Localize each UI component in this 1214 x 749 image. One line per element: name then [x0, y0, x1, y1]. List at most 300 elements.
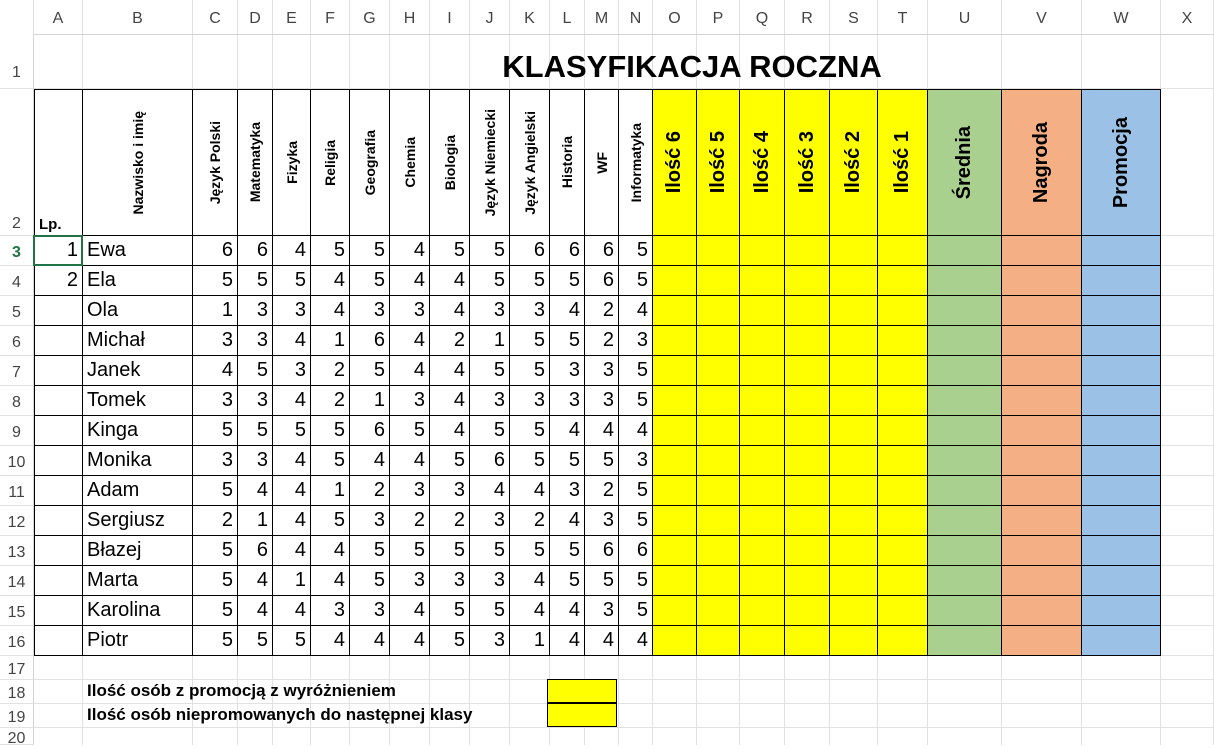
count-cell[interactable] [785, 296, 830, 326]
grade-cell[interactable]: 4 [510, 596, 550, 626]
grade-cell[interactable]: 1 [510, 626, 550, 656]
grade-cell[interactable]: 5 [390, 536, 430, 566]
count-cell[interactable] [830, 356, 878, 386]
grade-cell[interactable]: 3 [238, 296, 273, 326]
grade-cell[interactable]: 6 [350, 416, 390, 446]
count-cell[interactable] [785, 356, 830, 386]
average-cell[interactable] [928, 566, 1002, 596]
average-cell[interactable] [928, 446, 1002, 476]
grade-cell[interactable]: 5 [238, 356, 273, 386]
grade-cell[interactable]: 5 [350, 236, 390, 266]
award-cell[interactable] [1002, 296, 1082, 326]
grade-cell[interactable]: 5 [550, 326, 585, 356]
row-header-3[interactable]: 3 [0, 236, 34, 266]
count-cell[interactable] [697, 416, 740, 446]
grade-cell[interactable]: 4 [390, 596, 430, 626]
average-cell[interactable] [928, 476, 1002, 506]
count-cell[interactable] [740, 596, 785, 626]
count-cell[interactable] [653, 416, 697, 446]
count-cell[interactable] [697, 356, 740, 386]
row-header-11[interactable]: 11 [0, 476, 34, 506]
count-cell[interactable] [697, 386, 740, 416]
row-header-1[interactable]: 1 [0, 34, 34, 89]
grade-cell[interactable]: 2 [430, 506, 470, 536]
count-cell[interactable] [740, 476, 785, 506]
grade-cell[interactable]: 5 [510, 326, 550, 356]
grade-cell[interactable]: 3 [470, 296, 510, 326]
grade-cell[interactable]: 3 [550, 356, 585, 386]
student-name-cell[interactable]: Karolina [83, 596, 193, 626]
column-header-k[interactable]: K [510, 0, 550, 34]
grade-cell[interactable]: 4 [273, 476, 311, 506]
grade-cell[interactable]: 4 [550, 596, 585, 626]
promotion-cell[interactable] [1082, 596, 1161, 626]
grade-cell[interactable]: 5 [193, 596, 238, 626]
grade-cell[interactable]: 4 [430, 356, 470, 386]
grade-cell[interactable]: 4 [311, 296, 350, 326]
column-header-f[interactable]: F [311, 0, 350, 34]
grade-cell[interactable]: 5 [238, 266, 273, 296]
grade-cell[interactable]: 4 [619, 296, 653, 326]
grade-cell[interactable]: 1 [193, 296, 238, 326]
count-cell[interactable] [830, 596, 878, 626]
grade-cell[interactable]: 3 [510, 296, 550, 326]
count-cell[interactable] [653, 566, 697, 596]
promotion-cell[interactable] [1082, 476, 1161, 506]
grade-cell[interactable]: 3 [193, 326, 238, 356]
award-cell[interactable] [1002, 626, 1082, 656]
grade-cell[interactable]: 5 [550, 566, 585, 596]
grade-cell[interactable]: 5 [430, 626, 470, 656]
grade-cell[interactable]: 4 [585, 626, 619, 656]
count-cell[interactable] [878, 416, 928, 446]
student-name-cell[interactable]: Ola [83, 296, 193, 326]
average-cell[interactable] [928, 626, 1002, 656]
grade-cell[interactable]: 5 [510, 266, 550, 296]
grade-cell[interactable]: 4 [390, 446, 430, 476]
grade-cell[interactable]: 3 [390, 386, 430, 416]
count-cell[interactable] [878, 566, 928, 596]
row-header-9[interactable]: 9 [0, 416, 34, 446]
lp-cell[interactable] [34, 596, 83, 626]
column-header-q[interactable]: Q [740, 0, 785, 34]
row-header-16[interactable]: 16 [0, 626, 34, 656]
count-cell[interactable] [878, 536, 928, 566]
column-header-n[interactable]: N [619, 0, 653, 34]
count-cell[interactable] [697, 446, 740, 476]
average-cell[interactable] [928, 386, 1002, 416]
grade-cell[interactable]: 5 [311, 416, 350, 446]
row-header-7[interactable]: 7 [0, 356, 34, 386]
count-cell[interactable] [697, 326, 740, 356]
count-cell[interactable] [878, 596, 928, 626]
lp-cell[interactable]: 2 [34, 266, 83, 296]
student-name-cell[interactable]: Ela [83, 266, 193, 296]
count-cell[interactable] [785, 536, 830, 566]
grade-cell[interactable]: 5 [619, 506, 653, 536]
row-header-5[interactable]: 5 [0, 296, 34, 326]
column-header-j[interactable]: J [470, 0, 510, 34]
average-cell[interactable] [928, 536, 1002, 566]
grade-cell[interactable]: 5 [510, 356, 550, 386]
grade-cell[interactable]: 4 [311, 536, 350, 566]
grade-cell[interactable]: 2 [585, 296, 619, 326]
student-name-cell[interactable]: Tomek [83, 386, 193, 416]
grade-cell[interactable]: 6 [510, 236, 550, 266]
grade-cell[interactable]: 3 [585, 356, 619, 386]
count-cell[interactable] [878, 296, 928, 326]
row-header-4[interactable]: 4 [0, 266, 34, 296]
student-name-cell[interactable]: Ewa [83, 236, 193, 266]
average-cell[interactable] [928, 296, 1002, 326]
count-cell[interactable] [697, 596, 740, 626]
grade-cell[interactable]: 5 [430, 236, 470, 266]
award-cell[interactable] [1002, 236, 1082, 266]
count-cell[interactable] [785, 236, 830, 266]
grade-cell[interactable]: 5 [550, 266, 585, 296]
average-cell[interactable] [928, 236, 1002, 266]
lp-cell[interactable] [34, 626, 83, 656]
promotion-cell[interactable] [1082, 536, 1161, 566]
row-header-20[interactable]: 20 [0, 728, 34, 745]
count-cell[interactable] [878, 326, 928, 356]
count-cell[interactable] [830, 536, 878, 566]
grade-cell[interactable]: 6 [550, 236, 585, 266]
column-header-u[interactable]: U [928, 0, 1002, 34]
count-cell[interactable] [785, 626, 830, 656]
grade-cell[interactable]: 4 [390, 266, 430, 296]
grade-cell[interactable]: 4 [430, 386, 470, 416]
average-cell[interactable] [928, 416, 1002, 446]
grade-cell[interactable]: 3 [238, 446, 273, 476]
column-header-h[interactable]: H [390, 0, 430, 34]
grade-cell[interactable]: 4 [430, 416, 470, 446]
student-name-cell[interactable]: Piotr [83, 626, 193, 656]
count-cell[interactable] [830, 416, 878, 446]
grade-cell[interactable]: 4 [350, 446, 390, 476]
award-cell[interactable] [1002, 356, 1082, 386]
grade-cell[interactable]: 6 [619, 536, 653, 566]
summary-cell-honors[interactable] [547, 679, 617, 703]
grade-cell[interactable]: 5 [193, 416, 238, 446]
count-cell[interactable] [785, 506, 830, 536]
count-cell[interactable] [653, 476, 697, 506]
grade-cell[interactable]: 4 [510, 566, 550, 596]
grade-cell[interactable]: 3 [585, 506, 619, 536]
grade-cell[interactable]: 3 [470, 566, 510, 596]
grade-cell[interactable]: 5 [619, 386, 653, 416]
grade-cell[interactable]: 5 [311, 236, 350, 266]
award-cell[interactable] [1002, 566, 1082, 596]
grade-cell[interactable]: 2 [510, 506, 550, 536]
grade-cell[interactable]: 4 [550, 626, 585, 656]
grade-cell[interactable]: 4 [430, 296, 470, 326]
grade-cell[interactable]: 2 [390, 506, 430, 536]
promotion-cell[interactable] [1082, 296, 1161, 326]
grade-cell[interactable]: 5 [510, 536, 550, 566]
count-cell[interactable] [697, 296, 740, 326]
student-name-cell[interactable]: Sergiusz [83, 506, 193, 536]
grade-cell[interactable]: 4 [273, 386, 311, 416]
grade-cell[interactable]: 5 [193, 266, 238, 296]
grade-cell[interactable]: 5 [619, 566, 653, 596]
grade-cell[interactable]: 2 [311, 386, 350, 416]
grade-cell[interactable]: 5 [470, 536, 510, 566]
count-cell[interactable] [740, 296, 785, 326]
promotion-cell[interactable] [1082, 446, 1161, 476]
column-header-i[interactable]: I [430, 0, 470, 34]
grade-cell[interactable]: 3 [585, 596, 619, 626]
grade-cell[interactable]: 5 [470, 266, 510, 296]
count-cell[interactable] [653, 356, 697, 386]
grade-cell[interactable]: 1 [470, 326, 510, 356]
count-cell[interactable] [830, 476, 878, 506]
count-cell[interactable] [653, 266, 697, 296]
grade-cell[interactable]: 4 [273, 446, 311, 476]
grade-cell[interactable]: 5 [273, 266, 311, 296]
grade-cell[interactable]: 1 [350, 386, 390, 416]
award-cell[interactable] [1002, 386, 1082, 416]
column-header-w[interactable]: W [1082, 0, 1161, 34]
grade-cell[interactable]: 3 [390, 566, 430, 596]
count-cell[interactable] [653, 596, 697, 626]
grade-cell[interactable]: 4 [273, 326, 311, 356]
student-name-cell[interactable]: Monika [83, 446, 193, 476]
grade-cell[interactable]: 3 [390, 296, 430, 326]
row-header-15[interactable]: 15 [0, 596, 34, 626]
lp-cell[interactable] [34, 386, 83, 416]
grade-cell[interactable]: 6 [238, 236, 273, 266]
grade-cell[interactable]: 5 [311, 446, 350, 476]
count-cell[interactable] [785, 476, 830, 506]
select-all-corner[interactable] [0, 0, 34, 34]
grade-cell[interactable]: 3 [619, 326, 653, 356]
count-cell[interactable] [830, 386, 878, 416]
promotion-cell[interactable] [1082, 506, 1161, 536]
grade-cell[interactable]: 5 [273, 416, 311, 446]
grade-cell[interactable]: 3 [510, 386, 550, 416]
grade-cell[interactable]: 4 [430, 266, 470, 296]
grade-cell[interactable]: 5 [470, 356, 510, 386]
grade-cell[interactable]: 4 [311, 566, 350, 596]
grade-cell[interactable]: 3 [470, 386, 510, 416]
grade-cell[interactable]: 5 [470, 596, 510, 626]
grade-cell[interactable]: 4 [193, 356, 238, 386]
grade-cell[interactable]: 5 [430, 596, 470, 626]
column-header-e[interactable]: E [273, 0, 311, 34]
student-name-cell[interactable]: Michał [83, 326, 193, 356]
grade-cell[interactable]: 3 [470, 626, 510, 656]
grade-cell[interactable]: 4 [238, 476, 273, 506]
grade-cell[interactable]: 5 [350, 566, 390, 596]
grade-cell[interactable]: 4 [238, 596, 273, 626]
count-cell[interactable] [830, 626, 878, 656]
grade-cell[interactable]: 3 [273, 356, 311, 386]
count-cell[interactable] [653, 326, 697, 356]
column-header-s[interactable]: S [830, 0, 878, 34]
column-header-b[interactable]: B [83, 0, 193, 34]
award-cell[interactable] [1002, 596, 1082, 626]
student-name-cell[interactable]: Kinga [83, 416, 193, 446]
grade-cell[interactable]: 3 [430, 566, 470, 596]
average-cell[interactable] [928, 326, 1002, 356]
grade-cell[interactable]: 4 [390, 236, 430, 266]
column-header-o[interactable]: O [653, 0, 697, 34]
grade-cell[interactable]: 1 [311, 476, 350, 506]
grade-cell[interactable]: 4 [311, 626, 350, 656]
grade-cell[interactable]: 3 [238, 386, 273, 416]
count-cell[interactable] [878, 626, 928, 656]
grade-cell[interactable]: 5 [350, 536, 390, 566]
lp-cell[interactable] [34, 446, 83, 476]
column-header-x[interactable]: X [1161, 0, 1214, 34]
grade-cell[interactable]: 5 [390, 416, 430, 446]
count-cell[interactable] [830, 446, 878, 476]
grade-cell[interactable]: 4 [619, 626, 653, 656]
count-cell[interactable] [653, 296, 697, 326]
grade-cell[interactable]: 4 [510, 476, 550, 506]
grade-cell[interactable]: 4 [273, 506, 311, 536]
grade-cell[interactable]: 5 [238, 626, 273, 656]
grade-cell[interactable]: 5 [619, 476, 653, 506]
grade-cell[interactable]: 5 [193, 536, 238, 566]
column-header-r[interactable]: R [785, 0, 830, 34]
count-cell[interactable] [785, 446, 830, 476]
grade-cell[interactable]: 4 [550, 416, 585, 446]
award-cell[interactable] [1002, 476, 1082, 506]
count-cell[interactable] [878, 386, 928, 416]
grade-cell[interactable]: 3 [390, 476, 430, 506]
grade-cell[interactable]: 5 [585, 446, 619, 476]
count-cell[interactable] [785, 386, 830, 416]
count-cell[interactable] [878, 506, 928, 536]
column-header-p[interactable]: P [697, 0, 740, 34]
grade-cell[interactable]: 3 [430, 476, 470, 506]
promotion-cell[interactable] [1082, 416, 1161, 446]
average-cell[interactable] [928, 596, 1002, 626]
grade-cell[interactable]: 6 [585, 536, 619, 566]
lp-cell[interactable] [34, 566, 83, 596]
row-header-14[interactable]: 14 [0, 566, 34, 596]
lp-cell[interactable] [34, 506, 83, 536]
grade-cell[interactable]: 3 [350, 296, 390, 326]
grade-cell[interactable]: 5 [619, 596, 653, 626]
count-cell[interactable] [740, 446, 785, 476]
summary-cell-not-promoted[interactable] [547, 703, 617, 727]
column-header-d[interactable]: D [238, 0, 273, 34]
count-cell[interactable] [653, 236, 697, 266]
row-header-17[interactable]: 17 [0, 656, 34, 680]
count-cell[interactable] [830, 296, 878, 326]
grade-cell[interactable]: 5 [550, 446, 585, 476]
grade-cell[interactable]: 2 [311, 356, 350, 386]
grade-cell[interactable]: 4 [273, 536, 311, 566]
count-cell[interactable] [697, 536, 740, 566]
grade-cell[interactable]: 5 [350, 266, 390, 296]
average-cell[interactable] [928, 356, 1002, 386]
count-cell[interactable] [830, 326, 878, 356]
grade-cell[interactable]: 1 [238, 506, 273, 536]
grade-cell[interactable]: 4 [550, 296, 585, 326]
column-header-g[interactable]: G [350, 0, 390, 34]
count-cell[interactable] [653, 626, 697, 656]
grade-cell[interactable]: 1 [273, 566, 311, 596]
count-cell[interactable] [697, 266, 740, 296]
count-cell[interactable] [878, 236, 928, 266]
award-cell[interactable] [1002, 326, 1082, 356]
count-cell[interactable] [740, 536, 785, 566]
grade-cell[interactable]: 5 [430, 536, 470, 566]
lp-cell[interactable] [34, 296, 83, 326]
grade-cell[interactable]: 4 [550, 506, 585, 536]
count-cell[interactable] [740, 386, 785, 416]
grade-cell[interactable]: 4 [390, 326, 430, 356]
grade-cell[interactable]: 6 [350, 326, 390, 356]
count-cell[interactable] [740, 326, 785, 356]
lp-cell[interactable] [34, 476, 83, 506]
grade-cell[interactable]: 2 [585, 326, 619, 356]
count-cell[interactable] [785, 416, 830, 446]
grade-cell[interactable]: 4 [273, 596, 311, 626]
count-cell[interactable] [785, 596, 830, 626]
row-header-6[interactable]: 6 [0, 326, 34, 356]
count-cell[interactable] [653, 446, 697, 476]
grade-cell[interactable]: 5 [193, 566, 238, 596]
count-cell[interactable] [740, 356, 785, 386]
student-name-cell[interactable]: Marta [83, 566, 193, 596]
award-cell[interactable] [1002, 416, 1082, 446]
count-cell[interactable] [740, 566, 785, 596]
student-name-cell[interactable]: Błazej [83, 536, 193, 566]
column-header-t[interactable]: T [878, 0, 928, 34]
grade-cell[interactable]: 1 [311, 326, 350, 356]
column-header-c[interactable]: C [193, 0, 238, 34]
promotion-cell[interactable] [1082, 356, 1161, 386]
count-cell[interactable] [878, 446, 928, 476]
grade-cell[interactable]: 3 [350, 596, 390, 626]
grade-cell[interactable]: 3 [585, 386, 619, 416]
grade-cell[interactable]: 3 [550, 386, 585, 416]
student-name-cell[interactable]: Janek [83, 356, 193, 386]
grade-cell[interactable]: 5 [193, 626, 238, 656]
count-cell[interactable] [697, 506, 740, 536]
grade-cell[interactable]: 4 [350, 626, 390, 656]
count-cell[interactable] [697, 566, 740, 596]
grade-cell[interactable]: 6 [193, 236, 238, 266]
grade-cell[interactable]: 3 [619, 446, 653, 476]
grade-cell[interactable]: 5 [273, 626, 311, 656]
count-cell[interactable] [785, 326, 830, 356]
average-cell[interactable] [928, 266, 1002, 296]
count-cell[interactable] [740, 266, 785, 296]
promotion-cell[interactable] [1082, 266, 1161, 296]
grade-cell[interactable]: 3 [550, 476, 585, 506]
grade-cell[interactable]: 5 [311, 506, 350, 536]
count-cell[interactable] [785, 266, 830, 296]
count-cell[interactable] [830, 506, 878, 536]
grade-cell[interactable]: 5 [238, 416, 273, 446]
grade-cell[interactable]: 5 [470, 236, 510, 266]
count-cell[interactable] [740, 236, 785, 266]
grade-cell[interactable]: 5 [510, 446, 550, 476]
column-header-l[interactable]: L [550, 0, 585, 34]
grade-cell[interactable]: 3 [311, 596, 350, 626]
promotion-cell[interactable] [1082, 626, 1161, 656]
grade-cell[interactable]: 5 [619, 356, 653, 386]
count-cell[interactable] [830, 266, 878, 296]
grade-cell[interactable]: 4 [585, 416, 619, 446]
grade-cell[interactable]: 5 [193, 476, 238, 506]
